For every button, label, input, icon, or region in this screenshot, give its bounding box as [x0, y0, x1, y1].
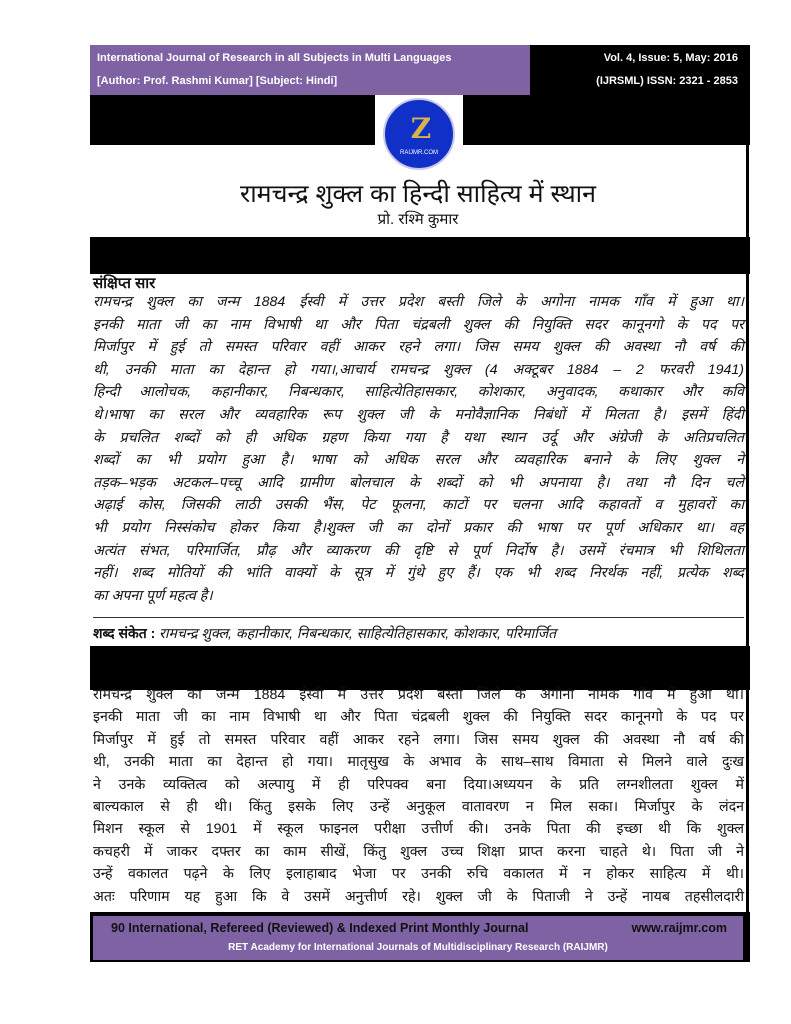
header-right-band — [530, 45, 750, 95]
text-line: का अपना पूर्ण महत्व है। — [93, 587, 213, 604]
text-line: थी, उनकी माता का देहान्त हो गया। मातृसुख के अभाव के साथ–साथ विमाता से मिलने वाले दुःख — [93, 754, 744, 771]
website-link[interactable]: www.raijmr.com — [631, 921, 727, 935]
keywords — [93, 624, 556, 643]
text-line: इनकी माता जी का नाम विभाषी था और पिता चंद्रबली शुक्ल की नियुक्ति सदर कानूनगो के पद पर — [93, 709, 744, 726]
text-line: हिन्दी आलोचक, कहानीकार, निबन्धकार, साहित्येतिहासकार, कोशकार, अनुवादक, कथाकार और कवि — [93, 384, 744, 401]
article-title: रामचन्द्र शुक्ल का हिन्दी साहित्य में स्थान — [239, 180, 597, 208]
text-line: भी प्रयोग निस्संकोच होकर किया है।शुक्ल जी का दोनों प्रकार की भाषा पर पूर्ण अधिकार था। वह — [93, 520, 744, 536]
page-number: 90 — [111, 921, 125, 935]
volume-info: Vol. 4, Issue: 5, May: 2016 — [603, 52, 738, 64]
footer — [93, 916, 743, 960]
text-line: कचहरी में जाकर दफ्तर का काम सीखें, किंतु शुक्ल उच्च शिक्षा प्राप्त करना चाहते थे। पिता जी ने — [93, 843, 744, 860]
text-line: अढ़ाई कोस, जिसकी लाठी उसकी भैंस, पेट फूलना, काटों पर चलना आदि कहावतों व मुहावरों का — [93, 497, 744, 514]
text-line: ने उनके व्यक्तित्व को अल्पायु में ही परिपक्व बना दिया।अध्ययन के प्रति लग्नशीलता शुक्ल में — [93, 776, 744, 793]
keywords-value: रामचन्द्र शुक्ल, कहानीकार, निबन्धकार, साहित्येतिहासकार, कोशकार, परिमार्जित — [159, 625, 557, 641]
journal-name: International Journal of Research in all Subjects in Multi Languages — [97, 52, 452, 64]
text-line: इनकी माता जी का नाम विभाषी था और पिता चंद्रबली शुक्ल की नियुक्ति सदर कानूनगो के पद पर — [93, 316, 744, 333]
separator-band — [90, 237, 750, 274]
text-line: मिशन स्कूल से 1901 में स्कूल फाइनल परीक्षा उत्तीर्ण की। उनके पिता की इच्छा थी कि शुक्ल — [93, 821, 744, 838]
text-line: नहीं। शब्द मोतियों की भांति वाक्यों के सूत्र में गुंथे हुए हैं। एक भी शब्द निरर्थक नहीं, प्रत्येक शब्द — [93, 565, 744, 582]
header-left-band — [90, 45, 530, 95]
footer-journal-type — [111, 921, 528, 935]
text-line: के प्रचलित शब्दों को ही अधिक ग्रहण किया गया है यथा स्थान उर्दू और अंग्रेजी के अतिप्रचलित — [93, 429, 744, 446]
journal-logo — [383, 98, 455, 170]
text-line: बाल्यकाल से ही थी। किंतु इसके लिए उन्हें अनुकूल वातावरण न मिल सका। मिर्जापुर के लंदन — [93, 799, 744, 815]
logo-text: RAIJMR.COM — [400, 150, 438, 156]
text-line: अत्यंत संभत, परिमार्जित, प्रौढ़ और व्याकरण की दृष्टि से पूर्ण निर्दोष है। उसमें रंचमात्र भी शिथिलता — [93, 542, 744, 559]
text-line: शब्दों का भी प्रयोग हुआ है। भाषा को अधिक सरल और व्यवहारिक बनाने के लिए शुक्ल ने — [93, 452, 744, 469]
text-line: अतः परिणाम यह हुआ कि वे उसमें अनुत्तीर्ण रहे। शुक्ल जी के पिताजी ने उन्हें नायब तहसीलदारी — [93, 888, 744, 905]
text-line: रामचन्द्र शुक्ल का जन्म 1884 ईस्वी में उत्तर प्रदेश बस्ती जिले के अगोना नामक गाँव में हुआ था। — [93, 294, 744, 310]
text-line: रामचन्द्र शुक्ल का जन्म 1884 ईस्वी में उत्तर प्रदेश बस्ती जिले के अगोना नामक गाँव में हुआ था। — [93, 687, 744, 703]
text-line: मिर्जापुर में हुई तो समस्त परिवार वहीं आकर रहने लगा। जिस समय शुक्ल की अवस्था नौ वर्ष की — [93, 339, 744, 356]
text-line: उन्हें वकालत पढ़ने के लिए इलाहाबाद भेजा पर उनकी रुचि वकालत में न होकर साहित्य में थी। — [93, 866, 744, 883]
text-line: थे।भाषा का सरल और व्यवहारिक रूप शुक्ल जी के मनोवैज्ञानिक निबंधों में मिलता है। इसमें हिंदी — [93, 407, 744, 423]
text-line: थी, उनकी माता का देहान्त हो गया।,आचार्य रामचन्द्र शुक्ल (4 अक्टूबर 1884 – 2 फरवरी 1941) — [93, 361, 744, 378]
journal-type: International, Refereed (Reviewed) & Indexed Print Monthly Journal — [128, 921, 529, 935]
keywords-label: शब्द संकेत : — [93, 625, 156, 641]
article-author: प्रो. रश्मि कुमार — [377, 211, 459, 228]
publisher: RET Academy for International Journals of Multidisciplinary Research (RAIJMR) — [228, 942, 608, 953]
issn: (IJRSML) ISSN: 2321 - 2853 — [596, 75, 738, 87]
author-subject: [Author: Prof. Rashmi Kumar] [Subject: Hindi] — [97, 75, 338, 87]
separator-band — [90, 646, 750, 690]
text-line: मिर्जापुर में हुई तो समस्त परिवार वहीं आकर रहने लगा। जिस समय शुक्ल की अवस्था नौ वर्ष की — [93, 731, 744, 748]
logo-emblem-icon: Z — [410, 112, 432, 145]
text-line: तड़क–भड़क अटकल–पच्चू आदि ग्रामीण बोलचाल के शब्दों को भी अपनाया है। तथा नौ दिन चले — [93, 474, 744, 491]
divider — [93, 617, 744, 618]
abstract-heading: संक्षिप्त सार — [93, 275, 156, 292]
